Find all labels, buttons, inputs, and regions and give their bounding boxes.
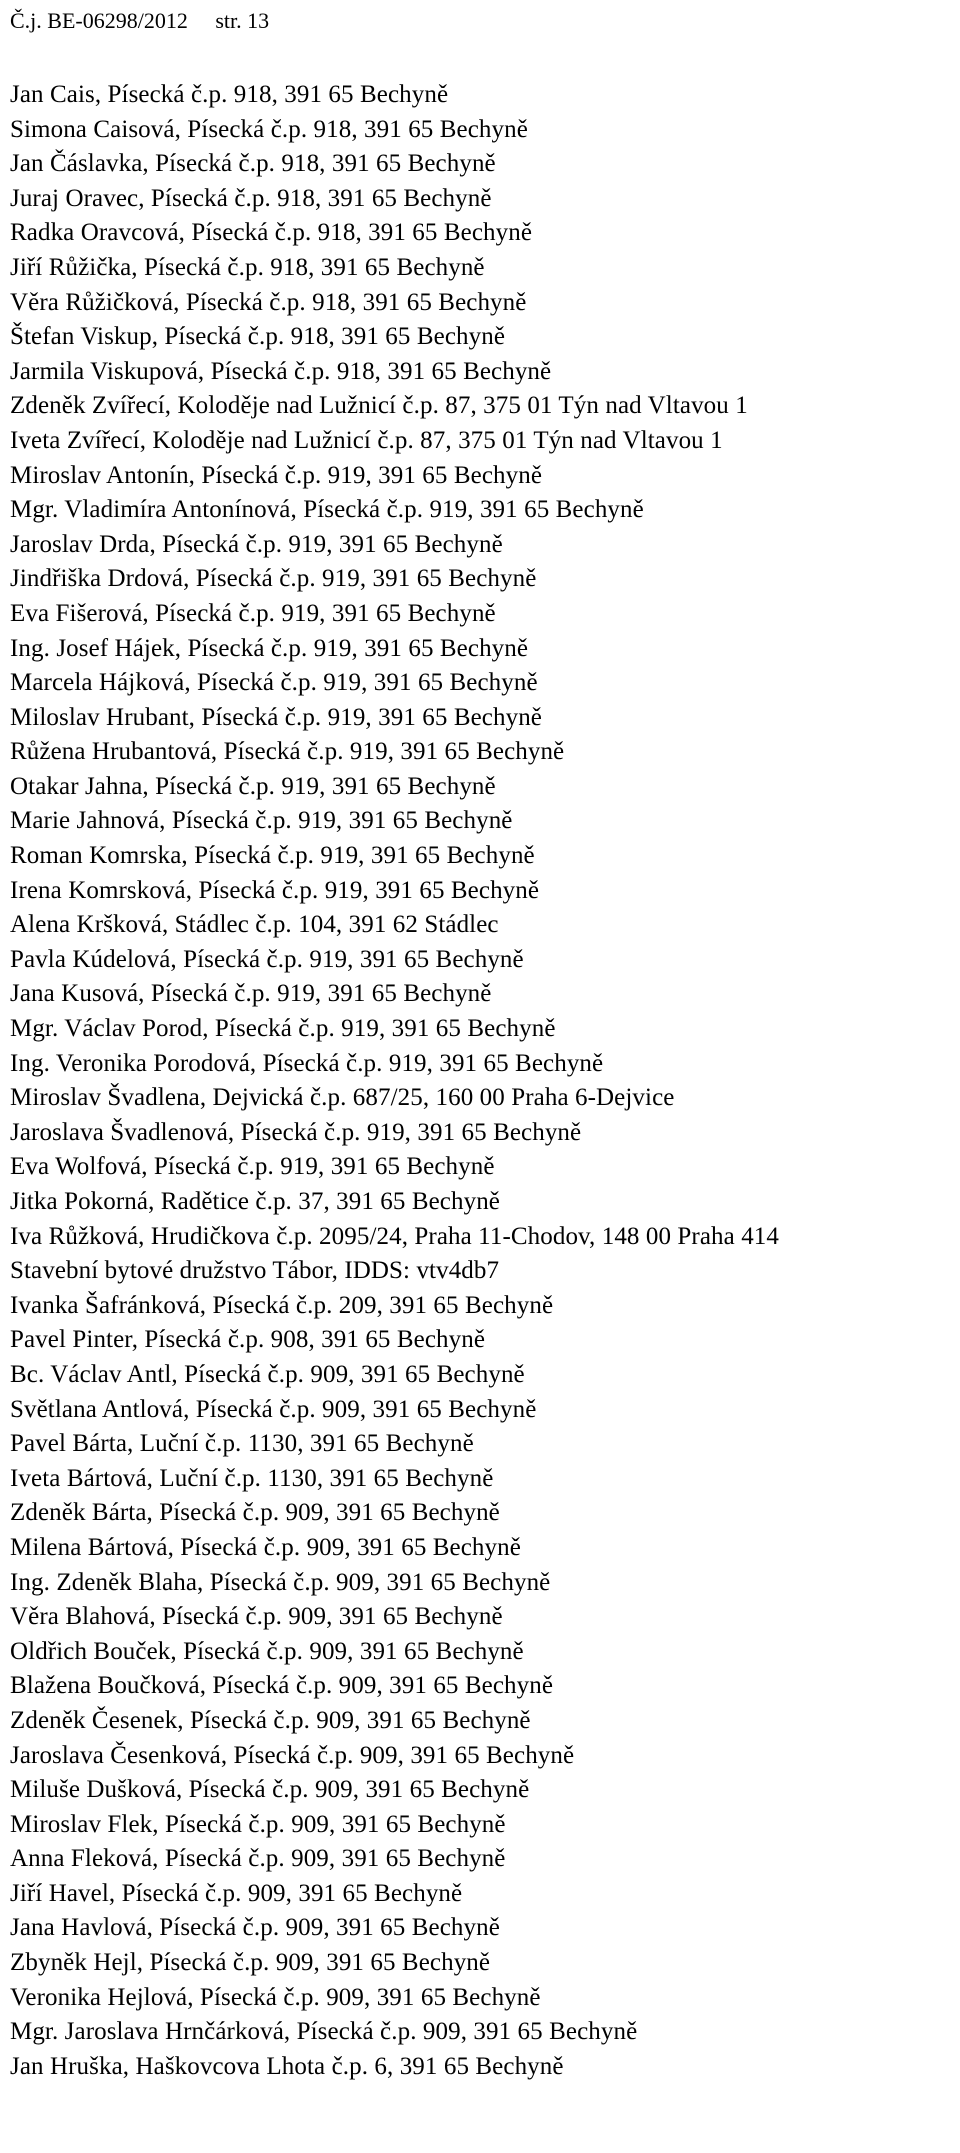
list-item: Jan Čáslavka, Písecká č.p. 918, 391 65 Bechyně (10, 150, 496, 178)
list-item: Iveta Bártová, Luční č.p. 1130, 391 65 Bechyně (10, 1464, 494, 1492)
list-item: Zbyněk Hejl, Písecká č.p. 909, 391 65 Bechyně (10, 1949, 491, 1977)
list-item: Zdeněk Bárta, Písecká č.p. 909, 391 65 Bechyně (10, 1499, 500, 1527)
list-item: Věra Růžičková, Písecká č.p. 918, 391 65 Bechyně (10, 288, 527, 316)
list-item: Pavel Bárta, Luční č.p. 1130, 391 65 Bechyně (10, 1430, 474, 1458)
list-item: Eva Fišerová, Písecká č.p. 919, 391 65 Bechyně (10, 599, 496, 627)
list-item: Alena Kršková, Stádlec č.p. 104, 391 62 Stádlec (10, 911, 499, 939)
list-item: Oldřich Bouček, Písecká č.p. 909, 391 65 Bechyně (10, 1637, 524, 1665)
list-item: Juraj Oravec, Písecká č.p. 918, 391 65 Bechyně (10, 184, 492, 212)
list-item: Zdeněk Česenek, Písecká č.p. 909, 391 65 Bechyně (10, 1706, 531, 1734)
list-item: Ing. Josef Hájek, Písecká č.p. 919, 391 65 Bechyně (10, 634, 529, 662)
list-item: Anna Fleková, Písecká č.p. 909, 391 65 Bechyně (10, 1845, 506, 1873)
list-item: Věra Blahová, Písecká č.p. 909, 391 65 Bechyně (10, 1603, 503, 1631)
list-item: Iveta Zvířecí, Koloděje nad Lužnicí č.p. 87, 375 01 Týn nad Vltavou 1 (10, 426, 723, 454)
list-item: Jan Hruška, Haškovcova Lhota č.p. 6, 391 65 Bechyně (10, 2052, 564, 2080)
list-item: Marcela Hájková, Písecká č.p. 919, 391 65 Bechyně (10, 669, 538, 697)
list-item: Jindřiška Drdová, Písecká č.p. 919, 391 65 Bechyně (10, 565, 537, 593)
list-item: Milena Bártová, Písecká č.p. 909, 391 65 Bechyně (10, 1533, 521, 1561)
list-item: Radka Oravcová, Písecká č.p. 918, 391 65 Bechyně (10, 219, 533, 247)
list-item: Světlana Antlová, Písecká č.p. 909, 391 65 Bechyně (10, 1395, 537, 1423)
list-item: Jiří Havel, Písecká č.p. 909, 391 65 Bechyně (10, 1879, 463, 1907)
list-item: Otakar Jahna, Písecká č.p. 919, 391 65 Bechyně (10, 772, 496, 800)
list-item: Stavební bytové družstvo Tábor, IDDS: vtv4db7 (10, 1257, 500, 1285)
list-item: Bc. Václav Antl, Písecká č.p. 909, 391 65 Bechyně (10, 1360, 525, 1388)
list-item: Eva Wolfová, Písecká č.p. 919, 391 65 Bechyně (10, 1153, 495, 1181)
reference-number: Č.j. BE-06298/2012 (10, 8, 188, 33)
list-item: Irena Komrsková, Písecká č.p. 919, 391 65 Bechyně (10, 876, 540, 904)
list-item: Marie Jahnová, Písecká č.p. 919, 391 65 Bechyně (10, 807, 513, 835)
list-item: Jitka Pokorná, Radětice č.p. 37, 391 65 Bechyně (10, 1188, 501, 1215)
list-item: Simona Caisová, Písecká č.p. 918, 391 65 Bechyně (10, 115, 528, 143)
list-item: Jana Havlová, Písecká č.p. 909, 391 65 Bechyně (10, 1914, 500, 1942)
list-item: Roman Komrska, Písecká č.p. 919, 391 65 Bechyně (10, 842, 535, 870)
list-item: Jaroslava Švadlenová, Písecká č.p. 919, 391 65 Bechyně (10, 1118, 582, 1146)
list-item: Mgr. Vladimíra Antonínová, Písecká č.p. 919, 391 65 Bechyně (10, 496, 644, 524)
list-item: Miluše Dušková, Písecká č.p. 909, 391 65 Bechyně (10, 1776, 530, 1804)
list-item: Miloslav Hrubant, Písecká č.p. 919, 391 65 Bechyně (10, 703, 542, 731)
list-item: Mgr. Václav Porod, Písecká č.p. 919, 391 65 Bechyně (10, 1015, 556, 1043)
list-item: Jaroslav Drda, Písecká č.p. 919, 391 65 Bechyně (10, 530, 503, 558)
list-item: Ing. Veronika Porodová, Písecká č.p. 919, 391 65 Bechyně (10, 1049, 604, 1077)
list-item: Ing. Zdeněk Blaha, Písecká č.p. 909, 391 65 Bechyně (10, 1568, 551, 1596)
list-item: Miroslav Švadlena, Dejvická č.p. 687/25, 160 00 Praha 6-Dejvice (10, 1084, 675, 1112)
list-item: Jan Cais, Písecká č.p. 918, 391 65 Bechyně (10, 81, 449, 108)
page-header (10, 6, 960, 36)
list-item: Jiří Růžička, Písecká č.p. 918, 391 65 Bechyně (10, 253, 485, 281)
list-item: Miroslav Flek, Písecká č.p. 909, 391 65 Bechyně (10, 1810, 506, 1838)
list-item: Iva Růžková, Hrudičkova č.p. 2095/24, Praha 11-Chodov, 148 00 Praha 414 (10, 1222, 779, 1250)
page-number: str. 13 (215, 8, 270, 33)
list-item: Veronika Hejlová, Písecká č.p. 909, 391 65 Bechyně (10, 1983, 541, 2011)
list-item: Jarmila Viskupová, Písecká č.p. 918, 391 65 Bechyně (10, 357, 552, 385)
list-item: Pavel Pinter, Písecká č.p. 908, 391 65 Bechyně (10, 1326, 486, 1354)
list-item: Zdeněk Zvířecí, Koloděje nad Lužnicí č.p. 87, 375 01 Týn nad Vltavou 1 (10, 392, 748, 420)
list-item: Pavla Kúdelová, Písecká č.p. 919, 391 65 Bechyně (10, 945, 524, 973)
list-item: Jaroslava Česenková, Písecká č.p. 909, 391 65 Bechyně (10, 1741, 575, 1769)
list-item: Ivanka Šafránková, Písecká č.p. 209, 391 65 Bechyně (10, 1291, 554, 1319)
list-item: Jana Kusová, Písecká č.p. 919, 391 65 Bechyně (10, 980, 492, 1008)
list-item: Mgr. Jaroslava Hrnčárková, Písecká č.p. 909, 391 65 Bechyně (10, 2018, 638, 2046)
list-item: Štefan Viskup, Písecká č.p. 918, 391 65 Bechyně (10, 323, 506, 351)
recipient-list (10, 78, 960, 2084)
list-item: Růžena Hrubantová, Písecká č.p. 919, 391 65 Bechyně (10, 738, 565, 766)
list-item: Blažena Boučková, Písecká č.p. 909, 391 65 Bechyně (10, 1672, 554, 1700)
list-item: Miroslav Antonín, Písecká č.p. 919, 391 65 Bechyně (10, 461, 543, 489)
